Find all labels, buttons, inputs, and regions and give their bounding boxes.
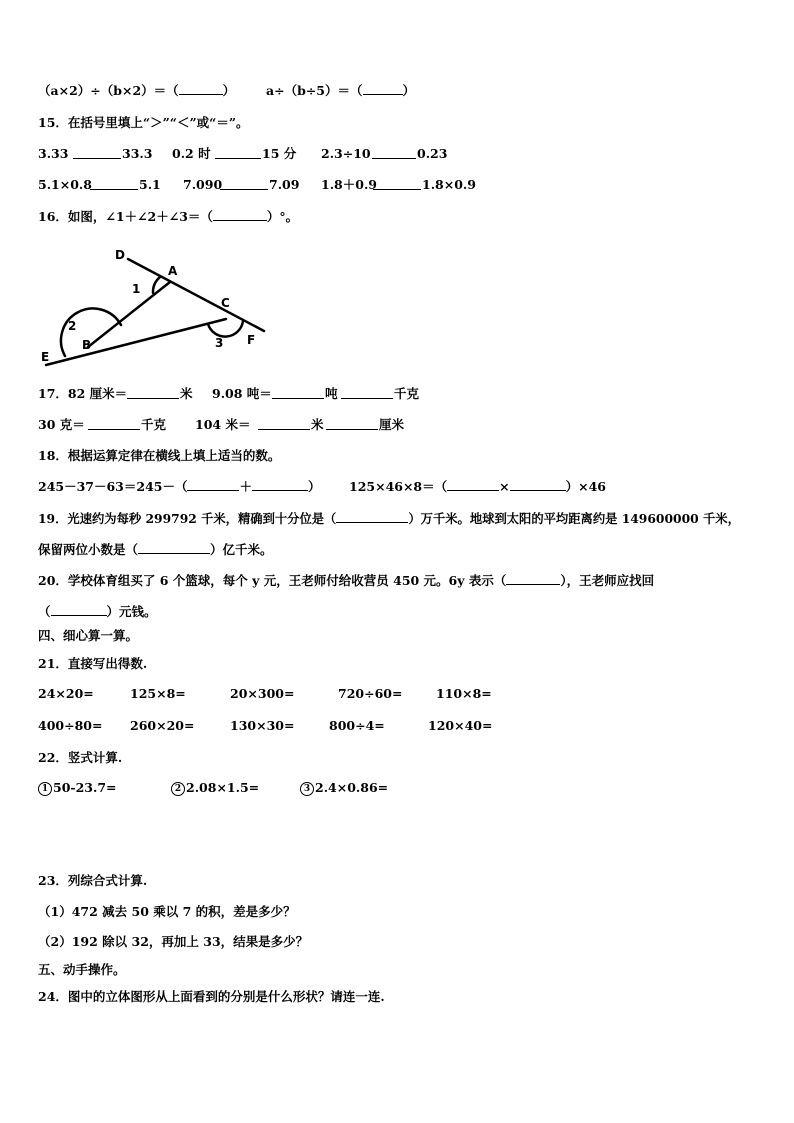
section-5-heading: 五、动手操作。 — [38, 962, 126, 977]
label-1: 1 — [132, 282, 141, 296]
answer-blank[interactable] — [90, 178, 138, 190]
answer-blank[interactable] — [127, 387, 179, 399]
label-3: 3 — [215, 336, 224, 350]
q22-title: 22．竖式计算. — [38, 750, 123, 765]
answer-blank[interactable] — [341, 387, 393, 399]
answer-blank[interactable] — [510, 479, 566, 491]
answer-blank[interactable] — [213, 209, 267, 221]
answer-blank[interactable] — [272, 387, 324, 399]
label-f: F — [247, 333, 256, 347]
label-2: 2 — [68, 319, 77, 333]
q22-item-2: 2 2.08×1.5= — [171, 780, 259, 796]
q14-right-expr: a÷（b÷5）＝（ — [266, 83, 363, 98]
angle-figure — [36, 243, 276, 373]
q18-expr1: 245－37－63＝245－（ ＋ ） — [38, 479, 321, 494]
q23-title: 23．列综合式计算. — [38, 873, 148, 888]
section-4-heading: 四、细心算一算。 — [38, 628, 139, 643]
label-a: A — [168, 264, 178, 278]
q19-line2: 保留两位小数是（ ）亿千米。 — [38, 542, 273, 557]
answer-blank[interactable] — [506, 573, 560, 585]
answer-blank[interactable] — [447, 479, 499, 491]
q20-line2: （ ）元钱。 — [38, 604, 157, 619]
answer-blank[interactable] — [373, 178, 421, 190]
q14-right-line: a÷（b÷5）＝（ ） — [266, 83, 416, 98]
answer-blank[interactable] — [51, 604, 107, 616]
q23-part-1: （1）472 减去 50 乘以 7 的积，差是多少？ — [38, 904, 296, 919]
circled-number-1: 1 — [38, 782, 52, 796]
label-b: B — [82, 338, 92, 352]
answer-blank[interactable] — [258, 418, 310, 430]
circled-number-3: 3 — [300, 782, 314, 796]
q16-title: 16．如图，∠1＋∠2＋∠3＝（ ）°。 — [38, 209, 299, 224]
label-c: C — [221, 296, 230, 310]
answer-blank[interactable] — [138, 542, 210, 554]
q14-tail-line: （a×2）÷（b×2）＝（ ） — [38, 83, 236, 98]
q24-title: 24．图中的立体图形从上面看到的分别是什么形状？请连一连. — [38, 989, 385, 1004]
q22-item-3: 3 2.4×0.86= — [300, 780, 388, 796]
q18-title: 18．根据运算定律在横线上填上适当的数。 — [38, 448, 281, 463]
answer-blank[interactable] — [372, 147, 416, 159]
q23-part-2: （2）192 除以 32，再加上 33，结果是多少？ — [38, 934, 309, 949]
q21-title: 21．直接写出得数. — [38, 656, 148, 671]
answer-blank[interactable] — [252, 479, 308, 491]
q19-line1: 19．光速约为每秒 299792 千米，精确到十分位是（ ）万千米。地球到太阳的平均距离约是 149600000 千米， — [38, 511, 740, 526]
answer-blank[interactable] — [336, 511, 408, 523]
answer-blank[interactable] — [73, 147, 121, 159]
label-e: E — [41, 350, 50, 364]
answer-blank[interactable] — [88, 418, 140, 430]
q14-left-expr: （a×2）÷（b×2）＝（ — [38, 83, 179, 98]
answer-blank[interactable] — [220, 178, 268, 190]
answer-blank[interactable] — [326, 418, 378, 430]
circled-number-2: 2 — [171, 782, 185, 796]
answer-blank[interactable] — [215, 147, 261, 159]
q18-expr2: 125×46×8＝（ × ）×46 — [349, 479, 606, 494]
answer-blank[interactable] — [179, 83, 223, 95]
q22-item-1: 1 50-23.7= — [38, 780, 117, 796]
q20-line1: 20．学校体育组买了 6 个篮球，每个 y 元，王老师付给收营员 450 元。6y 表示（ ），王老师应找回 — [38, 573, 655, 588]
q15-title: 15．在括号里填上“＞”“＜”或“＝”。 — [38, 115, 249, 130]
label-d: D — [115, 248, 125, 262]
answer-blank[interactable] — [187, 479, 239, 491]
answer-blank[interactable] — [363, 83, 403, 95]
